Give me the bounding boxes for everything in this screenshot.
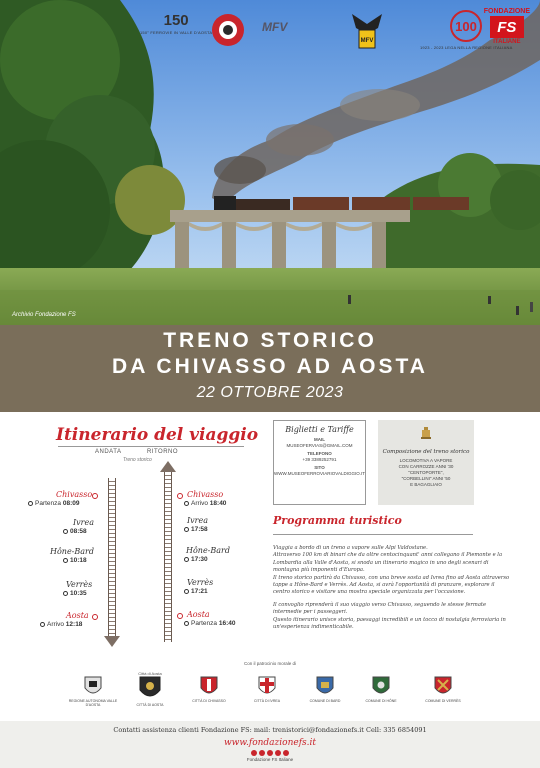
- linkedin-icon[interactable]: [283, 750, 289, 756]
- contact-info: Contatti assistenza clienti Fondazione FS: mail: trenistorici@fondazionefs.it Cell: 335 6854091: [113, 726, 427, 734]
- clock-icon: [184, 557, 189, 562]
- crest-citta-aosta: Città di Aosta CITTÀ DI AOSTA: [136, 671, 164, 707]
- itinerary-title: Itinerario del viaggio: [56, 425, 259, 445]
- crest-chivasso: CITTÀ DI CHIVASSO: [184, 671, 234, 703]
- crest-verres: COMUNE DI VERRÈS: [418, 671, 468, 703]
- outbound-station: Aosta: [66, 611, 89, 620]
- clock-icon: [63, 591, 68, 596]
- title-line-2: DA CHIVASSO AD AOSTA: [112, 355, 428, 378]
- associazione-seal-icon: [210, 12, 246, 48]
- site-link[interactable]: WWW.MUSEOFERROVIARIOVALDIGGIO.IT: [274, 471, 365, 476]
- twitter-icon[interactable]: [267, 750, 273, 756]
- clock-icon: [40, 622, 45, 627]
- return-track: [164, 472, 172, 642]
- valle-aosta-crest-icon: [84, 676, 102, 698]
- logo-associazione: [210, 12, 246, 48]
- site-label: SITO: [314, 465, 325, 470]
- logo-150-text: 150: [163, 12, 189, 29]
- logo-fondazione-fs: [484, 8, 530, 45]
- mail-link[interactable]: MUSEOFERVIAS@GMAIL.COM: [286, 443, 353, 448]
- stop-dot: [177, 613, 183, 619]
- sponsor-logos: [0, 6, 540, 56]
- return-station: Verrès: [187, 578, 214, 587]
- facebook-icon[interactable]: [251, 750, 257, 756]
- stop-dot: [177, 493, 183, 499]
- logo-mfv-label: MFV: [262, 20, 288, 34]
- crest-valle-aosta: REGIONE AUTONOMA VALLE D'AOSTA: [68, 671, 118, 707]
- program-paragraph: Il convoglio riprenderà il suo viaggio verso Chivasso, seguendo le stesse fermate intermedie per i passeggeri. Questo itinerario unisce storia, paesaggi incredibili e un tocco di nostalgia ferroviaria in un'esperienza indimenticabile.: [273, 601, 506, 631]
- phone-number[interactable]: +39 3389252791: [302, 457, 337, 462]
- clock-icon: [184, 589, 189, 594]
- return-station: Chivasso: [187, 490, 224, 499]
- return-arrow-icon: [160, 461, 176, 472]
- photo-credit: Archivio Fondazione FS: [12, 312, 76, 318]
- youtube-icon[interactable]: [275, 750, 281, 756]
- crest-ivrea: CITTÀ DI IVREA: [242, 671, 292, 703]
- fs-logo-mark: FS: [490, 16, 524, 38]
- title-band: [0, 325, 540, 412]
- outbound-station: Chivasso: [56, 490, 93, 499]
- logo-150-anni: [140, 12, 212, 35]
- ritorno-label: RITORNO: [147, 449, 179, 455]
- ivrea-crest-icon: [258, 676, 276, 698]
- stop-dot: [92, 614, 98, 620]
- program-divider: [273, 534, 473, 535]
- outbound-arrow-icon: [104, 636, 120, 647]
- svg-text:100: 100: [455, 19, 478, 34]
- footer-brand: Fondazione FS Italiane: [246, 757, 294, 762]
- return-time: 17:30: [184, 556, 208, 563]
- itinerary-subtitle: Treno storico: [123, 457, 152, 463]
- aosta-crest-icon: [139, 676, 161, 702]
- program-paragraph: Viaggia a bordo di un treno a vapore sulle Alpi Valdostane. Attraverso 100 km di binari che da oltre centocinquant' anni collegano il Piemonte e la Lombardia alla Valle d'Aosta, si snoda un itinerario magico in uno degli scenari di montagna più imponenti d'Europa. Il treno storico partirà da Chivasso, con una breve sosta ad Ivrea fino ad Aosta attraverso tappe a Hône-Bard e Verrès. Ad Aosta, si avrà l'opportunità di pranzare, esplorare il centro storico e visitare una mostra speciale organizzata per l'occasione.: [273, 545, 510, 596]
- footer: [0, 721, 540, 768]
- outbound-station: Hône-Bard: [50, 547, 94, 556]
- logo-150-sub: 150° FERROVIE IN VALLE D'AOSTA: [140, 30, 213, 35]
- composition-details: LOCOMOTIVA A VAPORE CON CARROZZE ANNI '30 "CENTOPORTE", "CORBELLINI" ANNI '50 E BAGAGLIAIO: [398, 458, 454, 487]
- clock-icon: [184, 621, 189, 626]
- chivasso-crest-icon: [200, 676, 218, 698]
- svg-text:MFV: MFV: [360, 38, 374, 44]
- outbound-time: 10:35: [63, 590, 87, 597]
- eagle-crest-icon: [350, 8, 384, 52]
- tickets-box: [273, 420, 366, 505]
- return-time: 17:21: [184, 588, 208, 595]
- website-link[interactable]: www.fondazionefs.it: [223, 738, 317, 748]
- composition-box: [378, 420, 474, 505]
- itinerary-divider: [58, 446, 244, 447]
- outbound-station: Verrès: [66, 580, 93, 589]
- centenario-mark-icon: [446, 8, 486, 44]
- clock-icon: [184, 527, 189, 532]
- outbound-time: 10:18: [63, 557, 87, 564]
- return-time: Partenza 16:40: [184, 620, 235, 627]
- instagram-icon[interactable]: [259, 750, 265, 756]
- return-station: Ivrea: [187, 516, 209, 525]
- fs-logo-top: FONDAZIONE: [483, 8, 530, 15]
- clock-icon: [63, 558, 68, 563]
- event-date: 22 OTTOBRE 2023: [196, 384, 344, 401]
- fs-logo-bottom: ITALIANE: [493, 39, 521, 45]
- return-station: Hône-Bard: [186, 546, 230, 555]
- outbound-track: [108, 478, 116, 636]
- composition-title: Composizione del treno storico: [382, 449, 470, 455]
- monument-icon: [419, 426, 433, 440]
- andata-label: ANDATA: [95, 449, 122, 455]
- crest-bard: COMUNE DI BARD: [300, 671, 350, 703]
- program-body: [273, 545, 513, 636]
- return-time: 17:58: [184, 526, 208, 533]
- centenario-sub: 1923 - 2023 LEGA NELLA REGIONE ITALIANA: [420, 45, 513, 50]
- return-station: Aosta: [187, 610, 210, 619]
- verres-crest-icon: [434, 676, 452, 698]
- logo-mfv-text: [262, 20, 287, 34]
- hone-crest-icon: [372, 676, 390, 698]
- crest-hone: COMUNE DI HÔNE: [356, 671, 406, 703]
- clock-icon: [63, 529, 68, 534]
- outbound-time: Arrivo 12:18: [40, 621, 82, 628]
- outbound-station: Ivrea: [73, 518, 95, 527]
- program-title: Programma turistico: [273, 514, 402, 527]
- outbound-time: 08:58: [63, 528, 87, 535]
- outbound-time: Partenza 08:09: [28, 500, 79, 507]
- social-icons: [0, 750, 540, 756]
- clock-icon: [28, 501, 33, 506]
- title-line-1: TRENO STORICO: [163, 329, 377, 352]
- stop-dot: [92, 493, 98, 499]
- logo-mfv-crest: [350, 8, 384, 52]
- hero-photo: [0, 0, 540, 325]
- return-time: Arrivo 18:40: [184, 500, 226, 507]
- bard-crest-icon: [316, 676, 334, 698]
- tickets-title: Biglietti e Tariffe: [285, 425, 354, 434]
- phone-label: TELEFONO: [307, 451, 332, 456]
- clock-icon: [184, 501, 189, 506]
- mail-label: MAIL: [314, 437, 325, 442]
- patronage-label: Con il patrocinio morale di: [243, 661, 297, 666]
